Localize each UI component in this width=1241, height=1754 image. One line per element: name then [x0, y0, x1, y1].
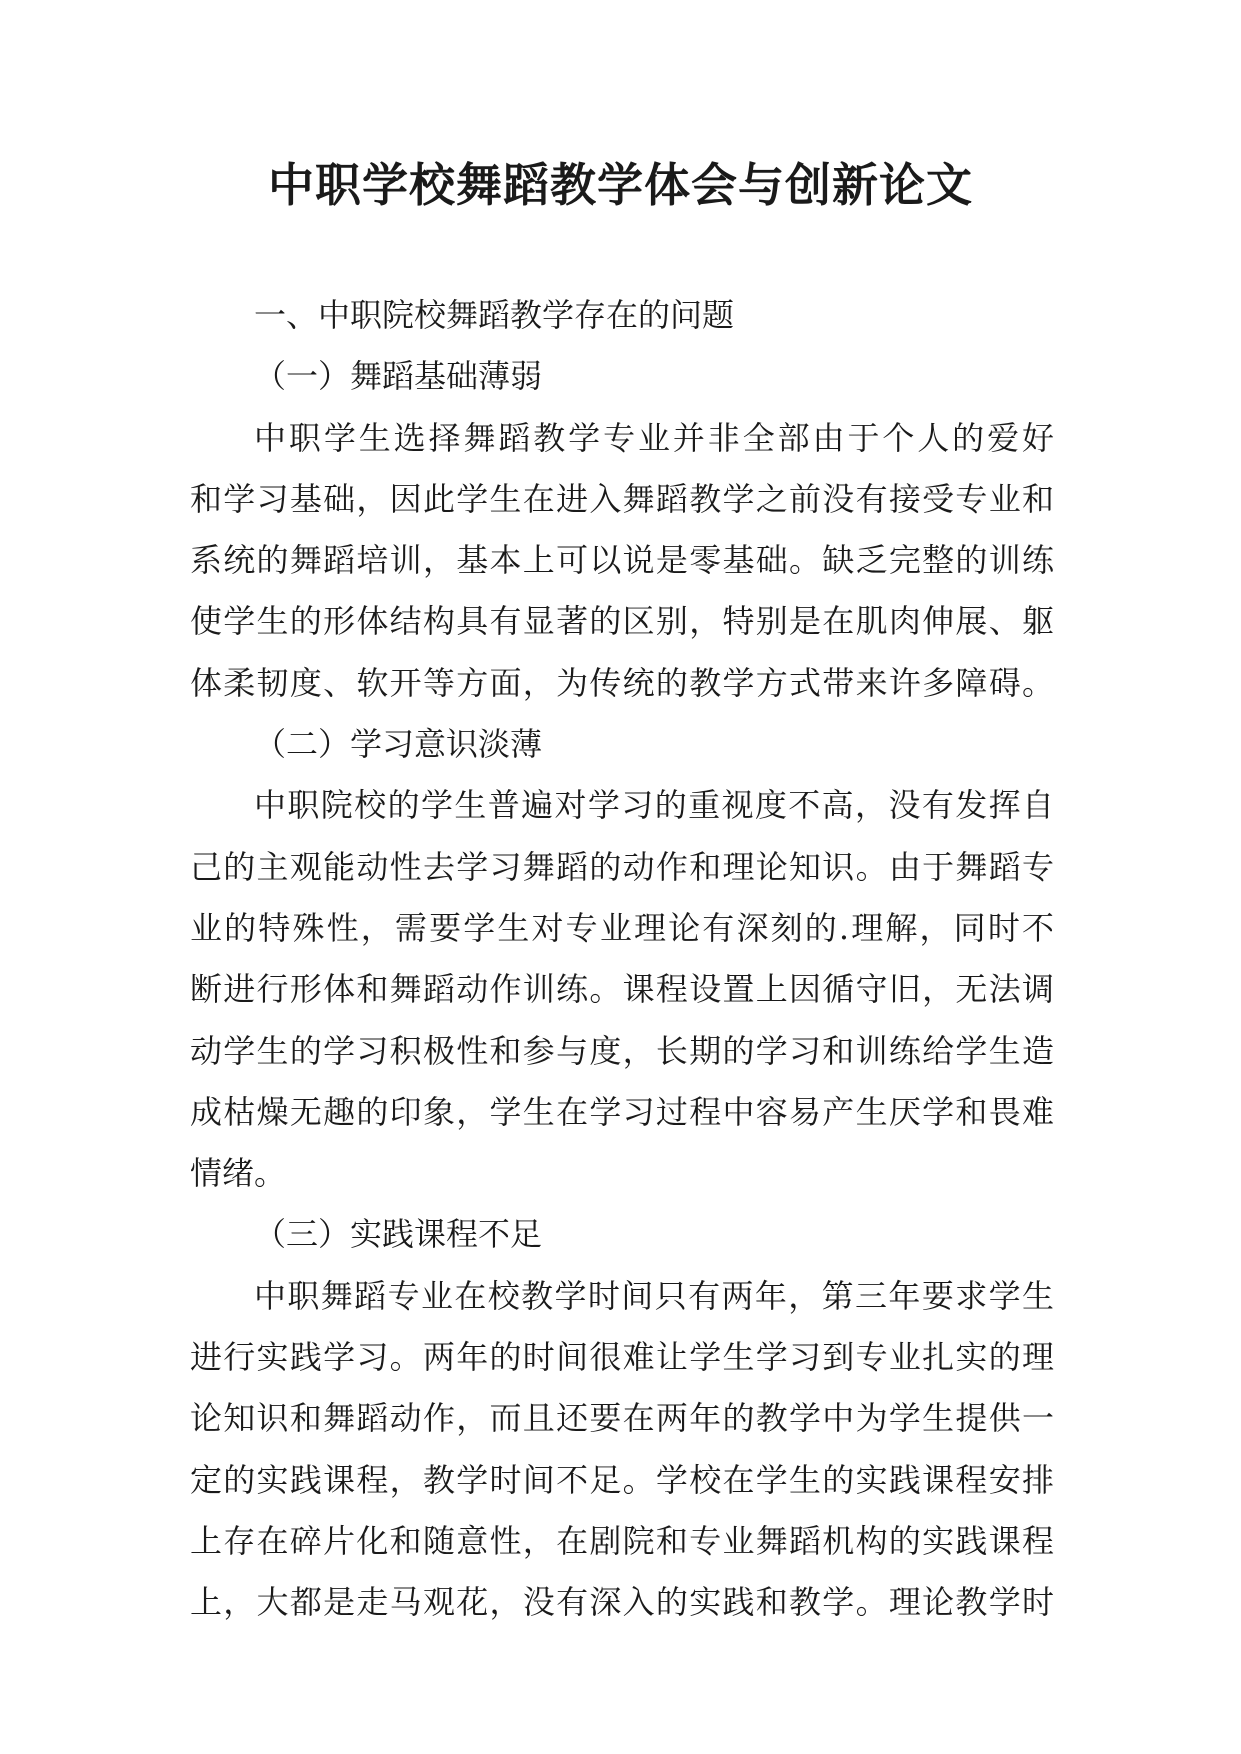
text-line: 上存在碎片化和随意性，在剧院和专业舞蹈机构的实践课程	[190, 1521, 1054, 1560]
text-line: （三）实践课程不足	[254, 1215, 543, 1254]
text-line: 上，大都是走马观花，没有深入的实践和教学。理论教学时	[190, 1583, 1054, 1622]
text-line: 定的实践课程，教学时间不足。学校在学生的实践课程安排	[190, 1460, 1054, 1499]
document-title: 中职学校舞蹈教学体会与创新论文	[268, 158, 973, 212]
text-line: 和学习基础，因此学生在进入舞蹈教学之前没有接受专业和	[190, 479, 1054, 518]
text-line: 断进行形体和舞蹈动作训练。课程设置上因循守旧，无法调	[190, 970, 1054, 1009]
text-line: （一）舞蹈基础薄弱	[254, 357, 543, 396]
text-line: 论知识和舞蹈动作，而且还要在两年的教学中为学生提供一	[190, 1399, 1054, 1438]
text-line: 动学生的学习积极性和参与度，长期的学习和训练给学生造	[190, 1031, 1054, 1070]
text-line: 己的主观能动性去学习舞蹈的动作和理论知识。由于舞蹈专	[190, 847, 1054, 886]
text-line: 系统的舞蹈培训，基本上可以说是零基础。缺乏完整的训练	[190, 541, 1054, 580]
text-line: 中职学生选择舞蹈教学专业并非全部由于个人的爱好	[254, 418, 1054, 457]
text-line: 业的特殊性，需要学生对专业理论有深刻的.理解，同时不	[190, 908, 1054, 947]
text-line: （二）学习意识淡薄	[254, 725, 543, 764]
text-line: 体柔韧度、软开等方面，为传统的教学方式带来许多障碍。	[190, 663, 1054, 702]
text-line: 进行实践学习。两年的时间很难让学生学习到专业扎实的理	[190, 1338, 1054, 1377]
text-line: 中职舞蹈专业在校教学时间只有两年，第三年要求学生	[254, 1276, 1054, 1315]
text-line: 情绪。	[190, 1154, 287, 1193]
text-line: 成枯燥无趣的印象，学生在学习过程中容易产生厌学和畏难	[190, 1092, 1054, 1131]
text-line: 使学生的形体结构具有显著的区别，特别是在肌肉伸展、躯	[190, 602, 1054, 641]
text-line: 一、中职院校舞蹈教学存在的问题	[254, 296, 735, 334]
document-body	[190, 285, 1054, 1634]
text-line: 中职院校的学生普遍对学习的重视度不高，没有发挥自	[254, 786, 1054, 825]
